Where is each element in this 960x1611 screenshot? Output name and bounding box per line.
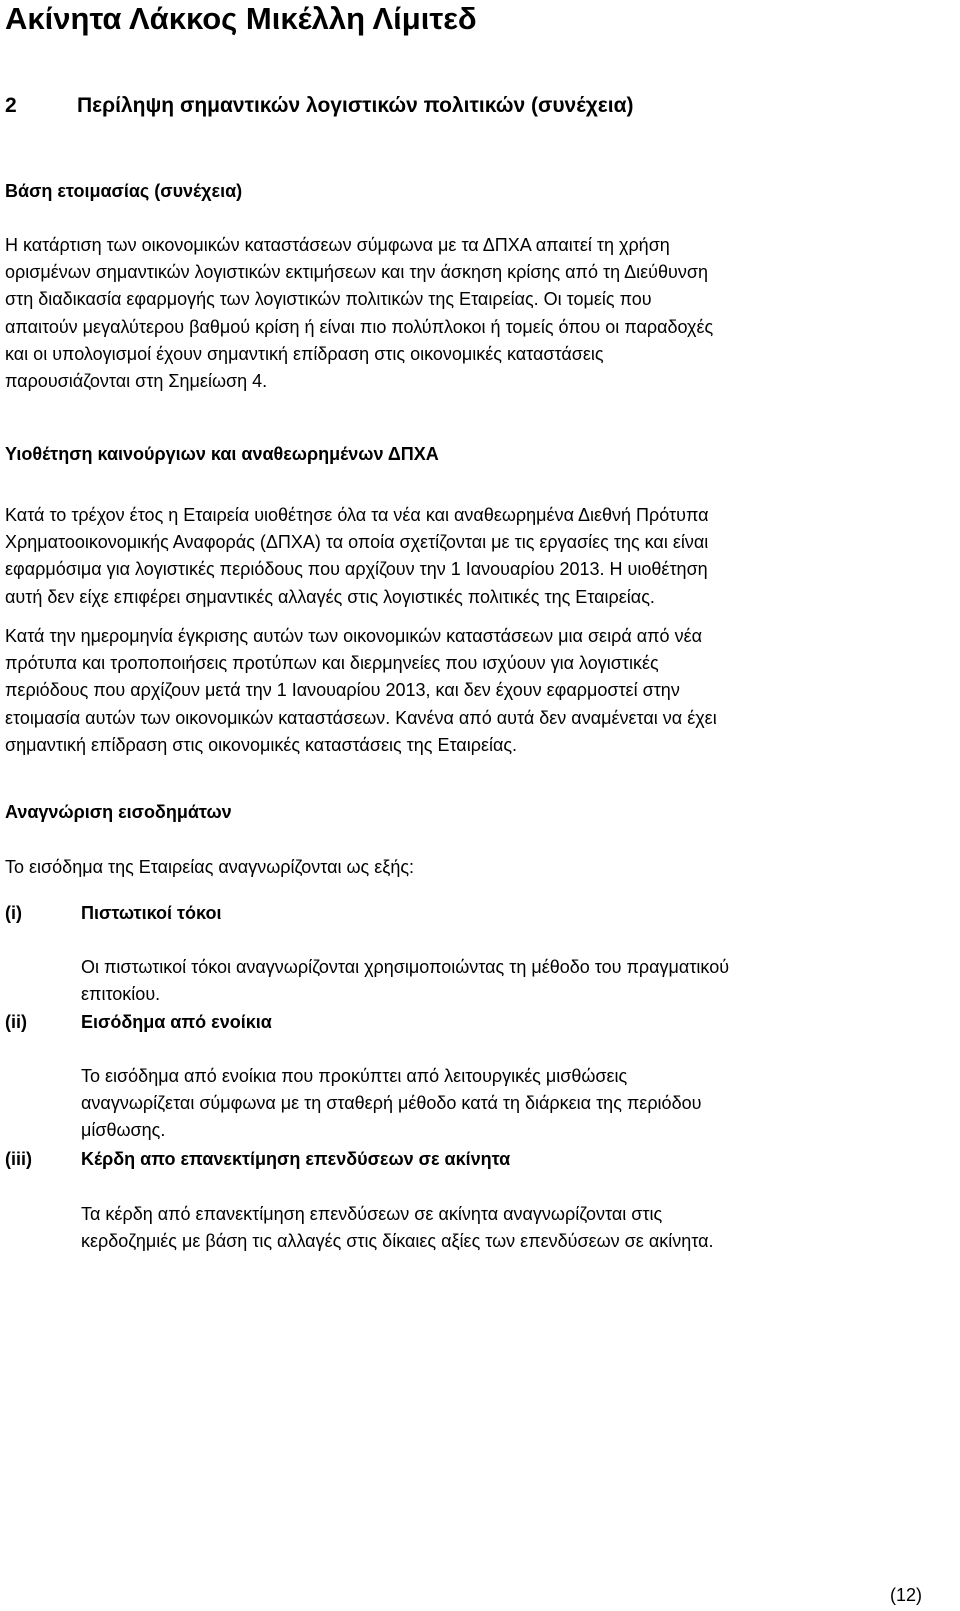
- item-text: [81, 954, 960, 1008]
- revenue-intro: Το εισόδημα της Εταιρείας αναγνωρίζονται ως εξής:: [5, 857, 414, 877]
- item-text: [81, 1063, 960, 1145]
- item-line: Το εισόδημα από ενοίκια που προκύπτει από λειτουργικές μισθώσεις: [81, 1066, 628, 1086]
- item-line: κερδοζημιές με βάση τις αλλαγές στις δίκαιες αξίες των επενδύσεων σε ακίνητα.: [81, 1231, 714, 1252]
- revenue-heading: Αναγνώριση εισοδημάτων: [5, 802, 232, 822]
- item-text: [81, 1201, 960, 1255]
- item-line: επιτοκίου.: [81, 984, 161, 1005]
- paragraph-line: αυτή δεν είχε επιφέρει σημαντικές αλλαγές στις λογιστικές πολιτικές της Εταιρείας.: [5, 586, 655, 607]
- adoption-paragraph-1: [5, 502, 960, 611]
- paragraph-line: πρότυπα και τροποποιήσεις προτύπων και διερμηνείες που ισχύουν για λογιστικές: [5, 653, 659, 674]
- item-label: (iii): [5, 1149, 32, 1169]
- paragraph-line: απαιτούν μεγαλύτερου βαθμού κρίση ή είναι πιο πολύπλοκοι ή τομείς όπου οι παραδοχές: [5, 316, 714, 337]
- section-heading: [5, 92, 634, 120]
- page-number: (12): [890, 1585, 923, 1605]
- item-title: Πιστωτικοί τόκοι: [81, 903, 222, 923]
- item-line: Τα κέρδη από επανεκτίμηση επενδύσεων σε ακίνητα αναγνωρίζονται στις: [81, 1204, 663, 1224]
- paragraph-line: παρουσιάζονται στη Σημείωση 4.: [5, 371, 268, 392]
- paragraph-line: ετοιμασία αυτών των οικονομικών καταστάσεων. Κανένα από αυτά δεν αναμένεται να έχει: [5, 707, 717, 728]
- paragraph-line: περιόδους που αρχίζουν μετά την 1 Ιανουαρίου 2013, και δεν έχουν εφαρμοστεί στην: [5, 680, 680, 701]
- adoption-heading: Υιοθέτηση καινούργιων και αναθεωρημένων ΔΠΧΑ: [5, 444, 439, 464]
- section-title: Περίληψη σημαντικών λογιστικών πολιτικών (συνέχεια): [77, 94, 634, 117]
- company-title: Ακίνητα Λάκκος Μικέλλη Λίμιτεδ: [5, 1, 477, 36]
- paragraph-line: εφαρμόσιμα για λογιστικές περιόδους που αρχίζουν την 1 Ιανουαρίου 2013. Η υιοθέτηση: [5, 559, 708, 580]
- item-label: (ii): [5, 1012, 27, 1032]
- adoption-paragraph-2: [5, 623, 960, 759]
- paragraph-line: Χρηματοοικονομικής Αναφοράς (ΔΠΧΑ) τα οποία σχετίζονται με τις εργασίες της και είναι: [5, 532, 709, 553]
- paragraph-line: και οι υπολογισμοί έχουν σημαντική επίδραση στις οικονομικές καταστάσεις: [5, 343, 604, 364]
- item-title: Εισόδημα από ενοίκια: [81, 1012, 272, 1032]
- basis-heading: Βάση ετοιμασίας (συνέχεια): [5, 181, 243, 201]
- paragraph-line: σημαντική επίδραση στις οικονομικές καταστάσεις της Εταιρείας.: [5, 734, 518, 755]
- paragraph-line: Η κατάρτιση των οικονομικών καταστάσεων σύμφωνα με τα ΔΠΧΑ απαιτεί τη χρήση: [5, 235, 670, 255]
- item-line: αναγνωρίζεται σύμφωνα με τη σταθερή μέθοδο κατά τη διάρκεια της περιόδου: [81, 1093, 702, 1114]
- paragraph-line: ορισμένων σημαντικών λογιστικών εκτιμήσεων και την άσκηση κρίσης από τη Διεύθυνση: [5, 262, 708, 283]
- paragraph-line: στη διαδικασία εφαρμογής των λογιστικών πολιτικών της Εταιρείας. Οι τομείς που: [5, 289, 652, 310]
- basis-paragraph: [5, 232, 960, 395]
- item-label: (i): [5, 903, 22, 923]
- item-line: Οι πιστωτικοί τόκοι αναγνωρίζονται χρησιμοποιώντας τη μέθοδο του πραγματικού: [81, 957, 730, 977]
- paragraph-line: Κατά την ημερομηνία έγκρισης αυτών των οικονομικών καταστάσεων μια σειρά από νέα: [5, 626, 702, 646]
- paragraph-line: Κατά το τρέχον έτος η Εταιρεία υιοθέτησε όλα τα νέα και αναθεωρημένα Διεθνή Πρότυπα: [5, 505, 709, 525]
- item-title: Κέρδη απο επανεκτίμηση επενδύσεων σε ακίνητα: [81, 1149, 511, 1169]
- section-number: 2: [5, 94, 17, 117]
- item-line: μίσθωσης.: [81, 1120, 166, 1141]
